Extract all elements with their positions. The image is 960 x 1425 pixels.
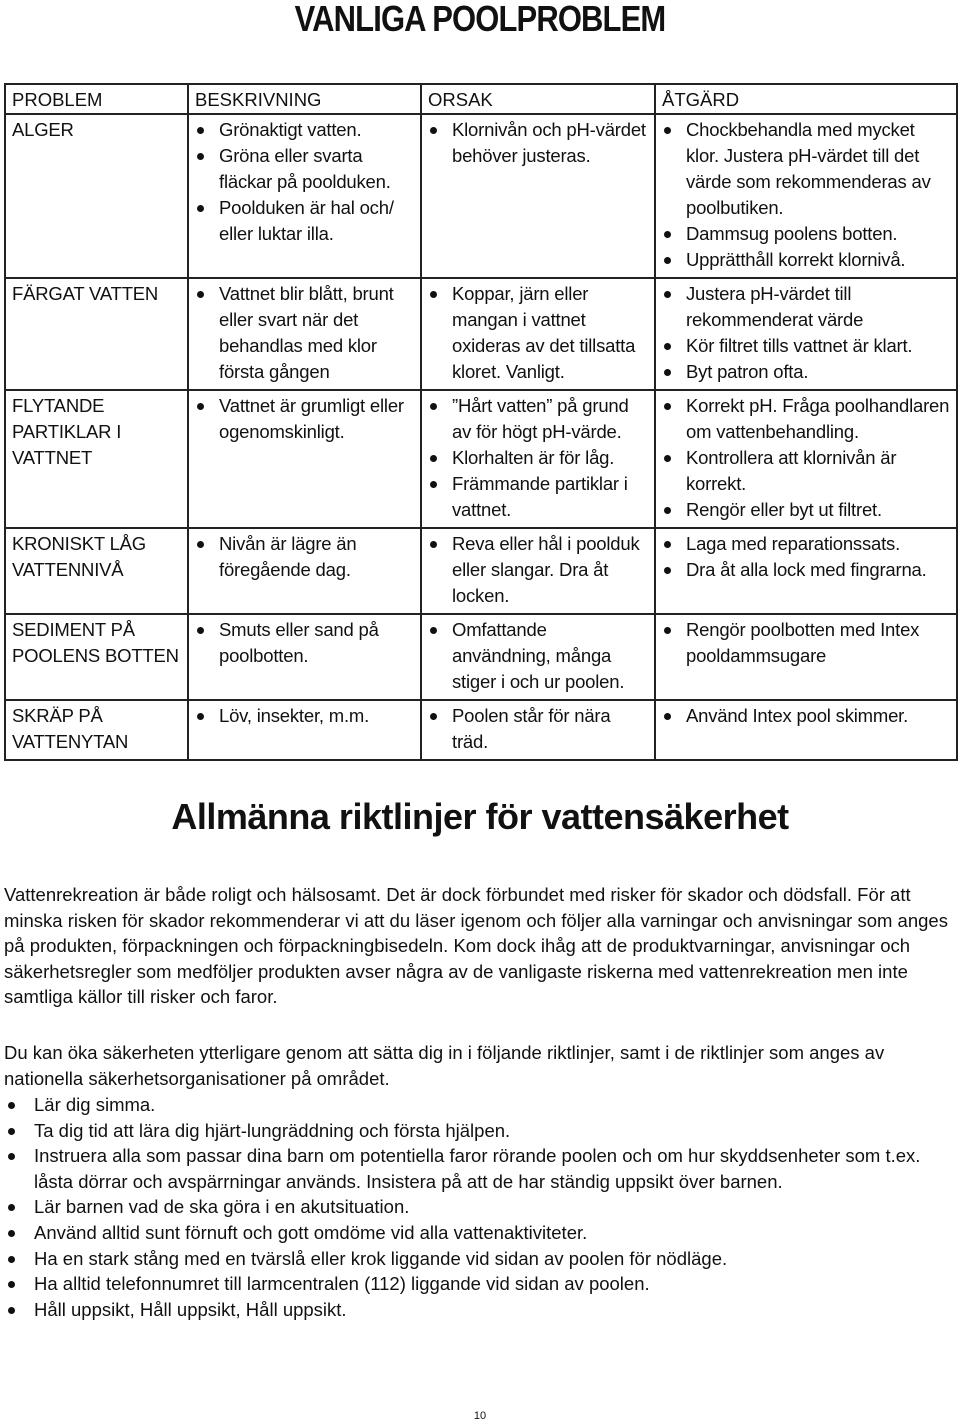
problem-label-line: POOLENS BOTTEN: [12, 645, 179, 666]
list-item: ”Hårt vatten” på grund av för högt pH-värde.: [428, 393, 648, 445]
list-item: Reva eller hål i poolduk eller slangar. Dra åt locken.: [428, 531, 648, 609]
cell-action: [655, 278, 957, 390]
problem-label-line: VATTENNIVÅ: [12, 559, 124, 580]
problem-label-line: FLYTANDE: [12, 395, 105, 416]
cause-list: [428, 117, 648, 169]
problem-label-line: ALGER: [12, 119, 74, 140]
list-item: Dammsug poolens botten.: [662, 221, 950, 247]
cell-description: [188, 278, 421, 390]
problem-label-line: KRONISKT LÅG: [12, 533, 146, 554]
safety-item: Lär barnen vad de ska göra i en akutsituation.: [4, 1194, 954, 1220]
cell-action: [655, 528, 957, 614]
problem-label-line: VATTENYTAN: [12, 731, 129, 752]
description-list: [195, 617, 414, 669]
cell-cause: [421, 528, 655, 614]
action-list: [662, 617, 950, 669]
safety-item: Håll uppsikt, Håll uppsikt, Håll uppsikt.: [4, 1297, 954, 1323]
table-row: [5, 114, 957, 278]
action-list: [662, 117, 950, 273]
cell-action: [655, 390, 957, 528]
list-item: Vattnet blir blått, brunt eller svart när det behandlas med klor första gången: [195, 281, 414, 385]
list-item: Kör filtret tills vattnet är klart.: [662, 333, 950, 359]
list-item: Gröna eller svarta fläckar på poolduken.: [195, 143, 414, 195]
safety-item: Använd alltid sunt förnuft och gott omdöme vid alla vattenaktiviteter.: [4, 1220, 954, 1246]
column-header-description: BESKRIVNING: [188, 84, 421, 114]
description-list: [195, 393, 414, 445]
list-item: Rengör eller byt ut filtret.: [662, 497, 950, 523]
cell-problem: [5, 390, 188, 528]
cell-problem: [5, 278, 188, 390]
problem-label-line: SEDIMENT PÅ: [12, 619, 135, 640]
list-item: Vattnet är grumligt eller ogenomskinligt.: [195, 393, 414, 445]
description-list: [195, 117, 414, 247]
list-item: Upprätthåll korrekt klornivå.: [662, 247, 950, 273]
cell-cause: [421, 278, 655, 390]
intro-paragraph: Vattenrekreation är både roligt och hälsosamt. Det är dock förbundet med risker för skador och dödsfall. För att minska risken för skador rekommenderar vi att du läser igenom och följer alla varningar och anvisningar som anges på produkten, förpackningen och förpackningbisedeln. Kom dock ihåg att de produktvarningar, anvisningar och säkerhetsregler som medföljer produkten avser några av de vanligaste riskerna med vattenrekreation men inte samtliga källor till risker och faror.: [4, 884, 948, 1008]
column-header-cause: ORSAK: [421, 84, 655, 114]
cell-cause: [421, 114, 655, 278]
description-list: [195, 703, 414, 729]
cause-list: [428, 531, 648, 609]
cell-problem: [5, 528, 188, 614]
list-item: Använd Intex pool skimmer.: [662, 703, 950, 729]
list-item: Klorhalten är för låg.: [428, 445, 648, 471]
action-list: [662, 703, 950, 729]
section-title: Allmänna riktlinjer för vattensäkerhet: [171, 796, 789, 837]
list-item: Laga med reparationssats.: [662, 531, 950, 557]
cell-description: [188, 528, 421, 614]
page-title: VANLIGA POOLPROBLEM: [294, 0, 666, 39]
table-header-row: [5, 84, 957, 114]
column-header-action: ÅTGÄRD: [655, 84, 957, 114]
safety-guidelines-list: [4, 1092, 954, 1322]
description-list: [195, 281, 414, 385]
cell-description: [188, 390, 421, 528]
table-row: [5, 278, 957, 390]
cell-action: [655, 614, 957, 700]
cause-list: [428, 617, 648, 695]
safety-item: Instruera alla som passar dina barn om potentiella faror rörande poolen och om hur skyddsenheter som t.ex. låsta dörrar och avspärrningar används. Insistera på att de har ständig uppsikt över barnen.: [4, 1143, 954, 1194]
cell-cause: [421, 390, 655, 528]
cell-action: [655, 700, 957, 760]
safety-item: Lär dig simma.: [4, 1092, 954, 1118]
list-item: Grönaktigt vatten.: [195, 117, 414, 143]
action-list: [662, 393, 950, 523]
column-header-problem: PROBLEM: [5, 84, 188, 114]
pool-problems-table: [4, 83, 958, 761]
safety-item: Ta dig tid att lära dig hjärt-lungräddning och första hjälpen.: [4, 1118, 954, 1144]
cell-description: [188, 614, 421, 700]
cell-cause: [421, 614, 655, 700]
table-row: [5, 390, 957, 528]
table-row: [5, 700, 957, 760]
list-item: Poolduken är hal och/ eller luktar illa.: [195, 195, 414, 247]
cell-description: [188, 700, 421, 760]
problem-label-line: FÄRGAT VATTEN: [12, 283, 159, 304]
cell-cause: [421, 700, 655, 760]
table-body: [5, 114, 957, 760]
list-item: Chockbehandla med mycket klor. Justera pH-värdet till det värde som rekommenderas av poolbutiken.: [662, 117, 950, 221]
problem-label-line: PARTIKLAR I: [12, 421, 122, 442]
cell-action: [655, 114, 957, 278]
cause-list: [428, 393, 648, 523]
list-item: Smuts eller sand på poolbotten.: [195, 617, 414, 669]
problem-label-line: SKRÄP PÅ: [12, 705, 103, 726]
description-list: [195, 531, 414, 583]
list-item: Koppar, järn eller mangan i vattnet oxideras av det tillsatta kloret. Vanligt.: [428, 281, 648, 385]
list-item: Poolen står för nära träd.: [428, 703, 648, 755]
table-row: [5, 614, 957, 700]
cell-problem: [5, 614, 188, 700]
cause-list: [428, 703, 648, 755]
action-list: [662, 531, 950, 583]
cell-problem: [5, 114, 188, 278]
list-item: Rengör poolbotten med Intex pooldammsugare: [662, 617, 950, 669]
list-item: Omfattande användning, många stiger i och ur poolen.: [428, 617, 648, 695]
cell-problem: [5, 700, 188, 760]
list-item: Främmande partiklar i vattnet.: [428, 471, 648, 523]
table-row: [5, 528, 957, 614]
guidelines-paragraph: Du kan öka säkerheten ytterligare genom att sätta dig in i följande riktlinjer, samt i de riktlinjer som anges av nationella säkerhetsorganisationer på området.: [4, 1042, 885, 1089]
page-number: 10: [473, 1410, 487, 1422]
problem-label-line: VATTNET: [12, 447, 93, 468]
list-item: Nivån är lägre än föregående dag.: [195, 531, 414, 583]
list-item: Löv, insekter, m.m.: [195, 703, 414, 729]
safety-item: Ha en stark stång med en tvärslå eller krok liggande vid sidan av poolen för nödläge.: [4, 1246, 954, 1272]
safety-item: Ha alltid telefonnumret till larmcentralen (112) liggande vid sidan av poolen.: [4, 1271, 954, 1297]
list-item: Byt patron ofta.: [662, 359, 950, 385]
list-item: Klornivån och pH-värdet behöver justeras.: [428, 117, 648, 169]
list-item: Dra åt alla lock med fingrarna.: [662, 557, 950, 583]
list-item: Korrekt pH. Fråga poolhandlaren om vattenbehandling.: [662, 393, 950, 445]
action-list: [662, 281, 950, 385]
list-item: Kontrollera att klornivån är korrekt.: [662, 445, 950, 497]
list-item: Justera pH-värdet till rekommenderat värde: [662, 281, 950, 333]
cause-list: [428, 281, 648, 385]
cell-description: [188, 114, 421, 278]
